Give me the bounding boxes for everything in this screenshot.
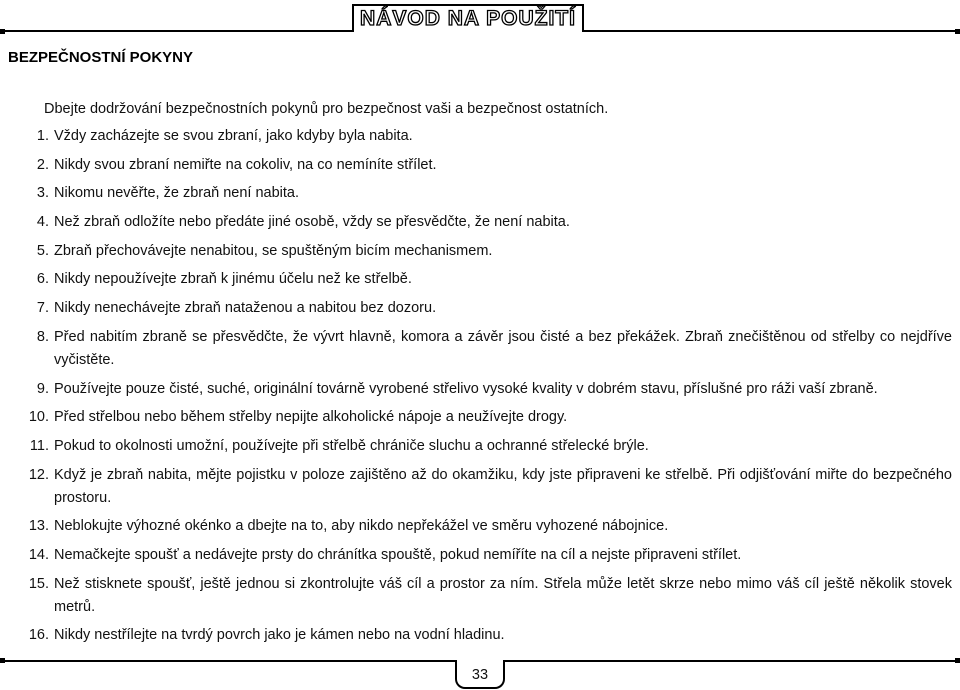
rule-number: 1.	[36, 128, 49, 144]
rule-text: Nikomu nevěřte, že zbraň není nabita.	[54, 185, 300, 202]
rule-item	[16, 544, 952, 567]
rule-text: Nikdy svou zbraní nemiřte na cokoliv, na co nemíníte střílet.	[54, 156, 437, 173]
rule-number: 8.	[36, 328, 49, 345]
top-rule-left-marker	[0, 29, 5, 34]
rule-item	[16, 240, 952, 263]
bottom-rule-left-marker	[0, 658, 5, 663]
rule-text: Neblokujte výhozné okénko a dbejte na to, aby nikdo nepřekážel ve směru vyhozené nábojnice.	[54, 518, 669, 535]
rule-text: Před nabitím zbraně se přesvědčte, že vývrt hlavně, komora a závěr jsou čisté a bez překážek. Zbraň znečištěnou od střelby co nejdříve vyčistěte.	[54, 328, 952, 368]
rule-text: Používejte pouze čisté, suché, originální továrně vyrobené střelivo vysoké kvality v dobrém stavu, příslušné pro ráži vaší zbraně.	[54, 380, 878, 397]
rule-number: 16.	[28, 627, 49, 644]
rule-text: Nemačkejte spoušť a nedávejte prsty do chránítka spouště, pokud nemíříte na cíl a nejste připraveni střílet.	[54, 546, 742, 563]
rule-number: 9.	[36, 380, 49, 397]
rule-item	[16, 326, 952, 372]
rule-item	[16, 125, 952, 148]
rule-number: 2.	[36, 156, 49, 173]
rule-text: Nikdy nenechávejte zbraň nataženou a nabitou bez dozoru.	[54, 300, 437, 317]
rule-item	[16, 515, 952, 538]
rule-number: 15.	[28, 575, 49, 592]
rule-item	[16, 464, 952, 510]
rule-item	[16, 154, 952, 177]
rule-text: Než zbraň odložíte nebo předáte jiné osobě, vždy se přesvědčte, že není nabita.	[54, 214, 570, 231]
rule-number: 5.	[36, 242, 49, 259]
bottom-rule-right-marker	[955, 658, 960, 663]
rule-text: Pokud to okolnosti umožní, používejte při střelbě chrániče sluchu a ochranné střelecké brýle.	[54, 437, 649, 454]
rule-number: 7.	[36, 300, 49, 317]
rule-text: Nikdy nestřílejte na tvrdý povrch jako je kámen nebo na vodní hladinu.	[54, 627, 505, 644]
rule-number: 11.	[29, 437, 49, 454]
rule-number: 3.	[36, 185, 49, 202]
rule-text: Vždy zacházejte se svou zbraní, jako kdyby byla nabita.	[54, 128, 413, 144]
intro-text: Dbejte dodržování bezpečnostních pokynů pro bezpečnost vaši a bezpečnost ostatních.	[44, 101, 609, 117]
rule-item	[16, 435, 952, 458]
page-number-box	[455, 660, 505, 689]
safety-rules-list	[16, 125, 952, 653]
rule-item	[16, 211, 952, 234]
header-title: NÁVOD NA POUŽITÍ	[360, 7, 576, 30]
rule-item	[16, 297, 952, 320]
rule-number: 10.	[28, 409, 49, 426]
rule-text: Před střelbou nebo během střelby nepijte alkoholické nápoje a neužívejte drogy.	[54, 409, 568, 426]
rule-item	[16, 378, 952, 401]
rule-number: 13.	[28, 518, 49, 535]
rule-text: Nikdy nepoužívejte zbraň k jinému účelu než ke střelbě.	[54, 271, 412, 288]
rule-number: 6.	[36, 271, 49, 288]
header-title-box	[352, 4, 584, 32]
rule-text: Než stisknete spoušť, ještě jednou si zkontrolujte váš cíl a prostor za ním. Střela může letět skrze nebo mimo váš cíl ještě několik stovek metrů.	[54, 575, 952, 615]
page-number: 33	[471, 667, 489, 683]
top-rule-right-marker	[955, 29, 960, 34]
rule-text: Když je zbraň nabita, mějte pojistku v poloze zajištěno až do okamžiku, kdy jste připraveni ke střelbě. Při odjišťování miřte do bezpečného prostoru.	[54, 466, 952, 506]
rule-item	[16, 182, 952, 205]
section-title: BEZPEČNOSTNÍ POKYNY	[8, 49, 194, 66]
rule-number: 4.	[36, 214, 49, 231]
rule-item	[16, 268, 952, 291]
rule-text: Zbraň přechovávejte nenabitou, se spuštěným bicím mechanismem.	[54, 242, 493, 259]
rule-number: 12.	[28, 466, 49, 483]
rule-item	[16, 406, 952, 429]
rule-item	[16, 624, 952, 647]
rule-number: 14.	[28, 546, 49, 563]
rule-item	[16, 573, 952, 619]
